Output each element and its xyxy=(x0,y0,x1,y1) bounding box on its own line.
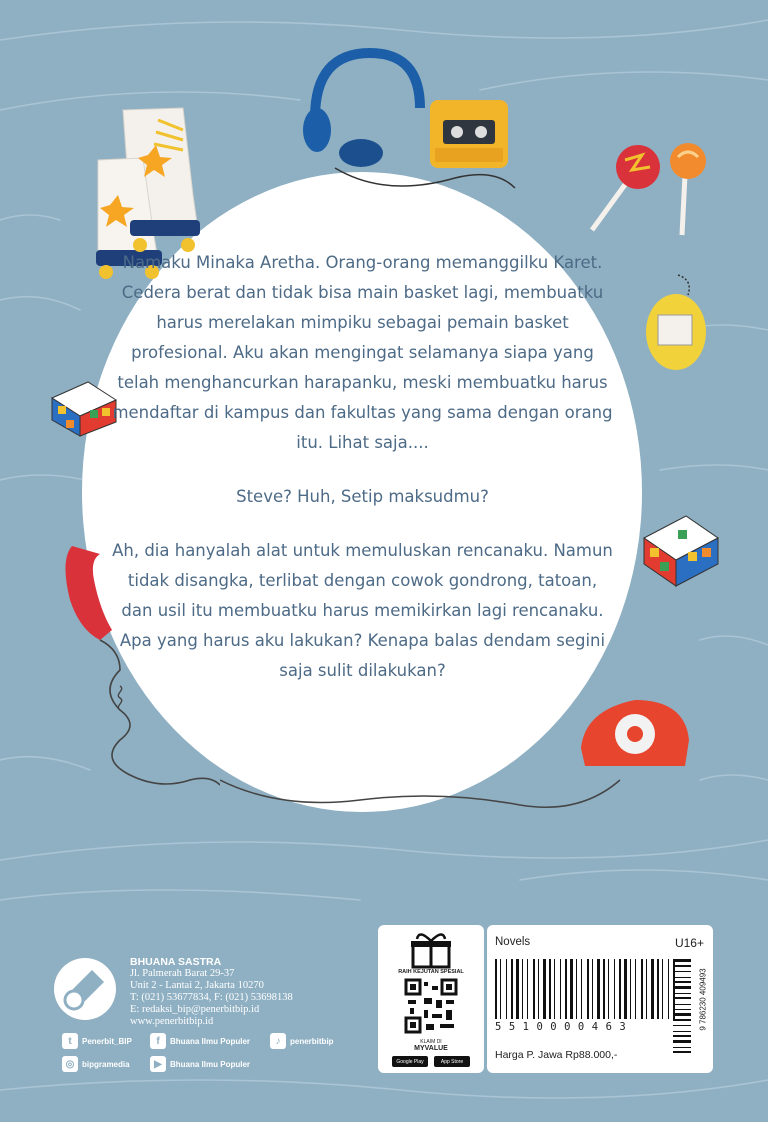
barcode-bar xyxy=(543,959,546,1019)
isbn-bar xyxy=(673,965,691,967)
isbn-bar xyxy=(673,997,691,999)
isbn-bar xyxy=(673,1040,691,1043)
blurb-paragraph: Ah, dia hanyalah alat untuk memuluskan rencanaku. Namun tidak disangka, terlibat dengan cowok gondrong, tatoan, dan usil itu membuatku harus memikirkan lagi rencanaku. Apa yang harus aku lakukan? Kenapa balas dendam segini saja sulit dilakukan? xyxy=(112,541,613,680)
barcode-digits: 5510000463 xyxy=(495,1021,634,1033)
facebook-icon: f xyxy=(150,1033,166,1049)
publisher-logo-icon xyxy=(52,956,118,1022)
book-price: Harga P. Jawa Rp88.000,- xyxy=(495,1049,618,1061)
barcode-bar xyxy=(581,959,582,1019)
isbn-bar xyxy=(673,1013,691,1016)
barcode-bar xyxy=(511,959,513,1019)
social-instagram: ◎ bipgramedia xyxy=(62,1056,130,1072)
qr-promo-box xyxy=(378,925,484,1073)
barcode-bar xyxy=(597,959,600,1019)
tamagotchi-illustration xyxy=(638,270,718,380)
barcode-bar xyxy=(533,959,535,1019)
tiktok-icon: ♪ xyxy=(270,1033,286,1049)
isbn-bar xyxy=(673,1031,691,1032)
rubiks-cube-right-illustration xyxy=(638,510,724,590)
social-tiktok: ♪ penerbitbip xyxy=(270,1033,334,1049)
gift-icon xyxy=(409,931,453,969)
barcode-bar xyxy=(646,959,647,1019)
barcode-bar xyxy=(619,959,621,1019)
barcode-bar xyxy=(500,959,501,1019)
google-play-badge[interactable]: Google Play xyxy=(392,1056,428,1067)
barcode-bar xyxy=(635,959,636,1019)
barcode-bars xyxy=(495,959,677,1019)
twitter-icon: t xyxy=(62,1033,78,1049)
barcode-bar xyxy=(576,959,577,1019)
publisher-website: www.penerbitbip.id xyxy=(130,1016,214,1027)
app-store-badge[interactable]: App Store xyxy=(434,1056,470,1067)
barcode-bar xyxy=(549,959,551,1019)
blurb-paragraph: Steve? Huh, Setip maksudmu? xyxy=(236,487,489,506)
isbn-bar xyxy=(673,981,691,983)
isbn-bar xyxy=(673,1035,691,1037)
barcode-bar xyxy=(662,959,663,1019)
publisher-phone: T: (021) 53677834, F: (021) 53698138 xyxy=(130,992,293,1003)
barcode-box xyxy=(487,925,713,1073)
qr-claim-label: KLAIM DI xyxy=(420,1039,442,1045)
isbn-bar xyxy=(673,1025,691,1026)
barcode-bar xyxy=(565,959,567,1019)
isbn-number: 9 786230 409493 xyxy=(698,968,708,1031)
barcode-bar xyxy=(592,959,593,1019)
barcode-bar xyxy=(516,959,519,1019)
isbn-bar xyxy=(673,986,691,989)
isbn-bar xyxy=(673,1004,691,1005)
isbn-bar xyxy=(673,1051,691,1053)
barcode-bar xyxy=(608,959,609,1019)
isbn-bar xyxy=(673,1047,691,1048)
barcode-bar xyxy=(587,959,589,1019)
barcode-bar xyxy=(630,959,631,1019)
isbn-bar xyxy=(673,977,691,978)
social-twitter: t Penerbit_BIP xyxy=(62,1033,132,1049)
headphones-walkman-illustration xyxy=(295,48,535,198)
isbn-bar xyxy=(673,959,691,962)
isbn-bar xyxy=(673,1019,691,1021)
barcode-bar xyxy=(522,959,523,1019)
barcode-bar xyxy=(651,959,654,1019)
blurb-paragraph: Namaku Minaka Aretha. Orang-orang memanggilku Karet. Cedera berat dan tidak bisa main basket lagi, membuatku harus merelakan mimpiku sebagai pemain basket profesional. Aku akan mengingat selamanya siapa yang telah menghancurkan harapanku, meski membuatku harus mendaftar di kampus dan fakultas yang sama dengan orang itu. Lihat saja.... xyxy=(112,253,613,452)
barcode-bar xyxy=(506,959,507,1019)
book-category: Novels xyxy=(495,936,531,948)
barcode-bar xyxy=(624,959,627,1019)
barcode-bar xyxy=(641,959,643,1019)
isbn-barcode-bars xyxy=(673,959,693,1059)
phone-cord-illustration xyxy=(220,760,640,820)
barcode-bar xyxy=(527,959,528,1019)
social-facebook: f Bhuana Ilmu Populer xyxy=(150,1033,250,1049)
publisher-address-2: Unit 2 - Lantai 2, Jakarta 10270 xyxy=(130,980,264,991)
blurb-text xyxy=(110,248,615,710)
barcode-bar xyxy=(668,959,669,1019)
barcode-bar xyxy=(554,959,555,1019)
qr-title: RAIH KEJUTAN SPESIAL xyxy=(398,969,464,975)
qr-code[interactable] xyxy=(404,978,458,1034)
barcode-bar xyxy=(495,959,497,1019)
isbn-bar xyxy=(673,1009,691,1010)
instagram-icon: ◎ xyxy=(62,1056,78,1072)
publisher-name: BHUANA SASTRA xyxy=(130,956,222,968)
isbn-vertical-wrap xyxy=(693,955,707,1055)
barcode-bar xyxy=(560,959,561,1019)
isbn-bar xyxy=(673,971,691,972)
barcode-bar xyxy=(614,959,615,1019)
social-youtube: ▶ Bhuana Ilmu Populer xyxy=(150,1056,250,1072)
youtube-icon: ▶ xyxy=(150,1056,166,1072)
publisher-email: E: redaksi_bip@penerbitbip.id xyxy=(130,1004,260,1015)
barcode-bar xyxy=(603,959,605,1019)
barcode-bar xyxy=(570,959,573,1019)
qr-brand-label: MYVALUE xyxy=(414,1045,448,1052)
publisher-address-1: Jl. Palmerah Barat 29-37 xyxy=(130,968,235,979)
lollipops-illustration xyxy=(580,135,720,245)
isbn-bar xyxy=(673,993,691,994)
barcode-bar xyxy=(657,959,659,1019)
age-rating: U16+ xyxy=(674,936,704,950)
barcode-bar xyxy=(538,959,539,1019)
